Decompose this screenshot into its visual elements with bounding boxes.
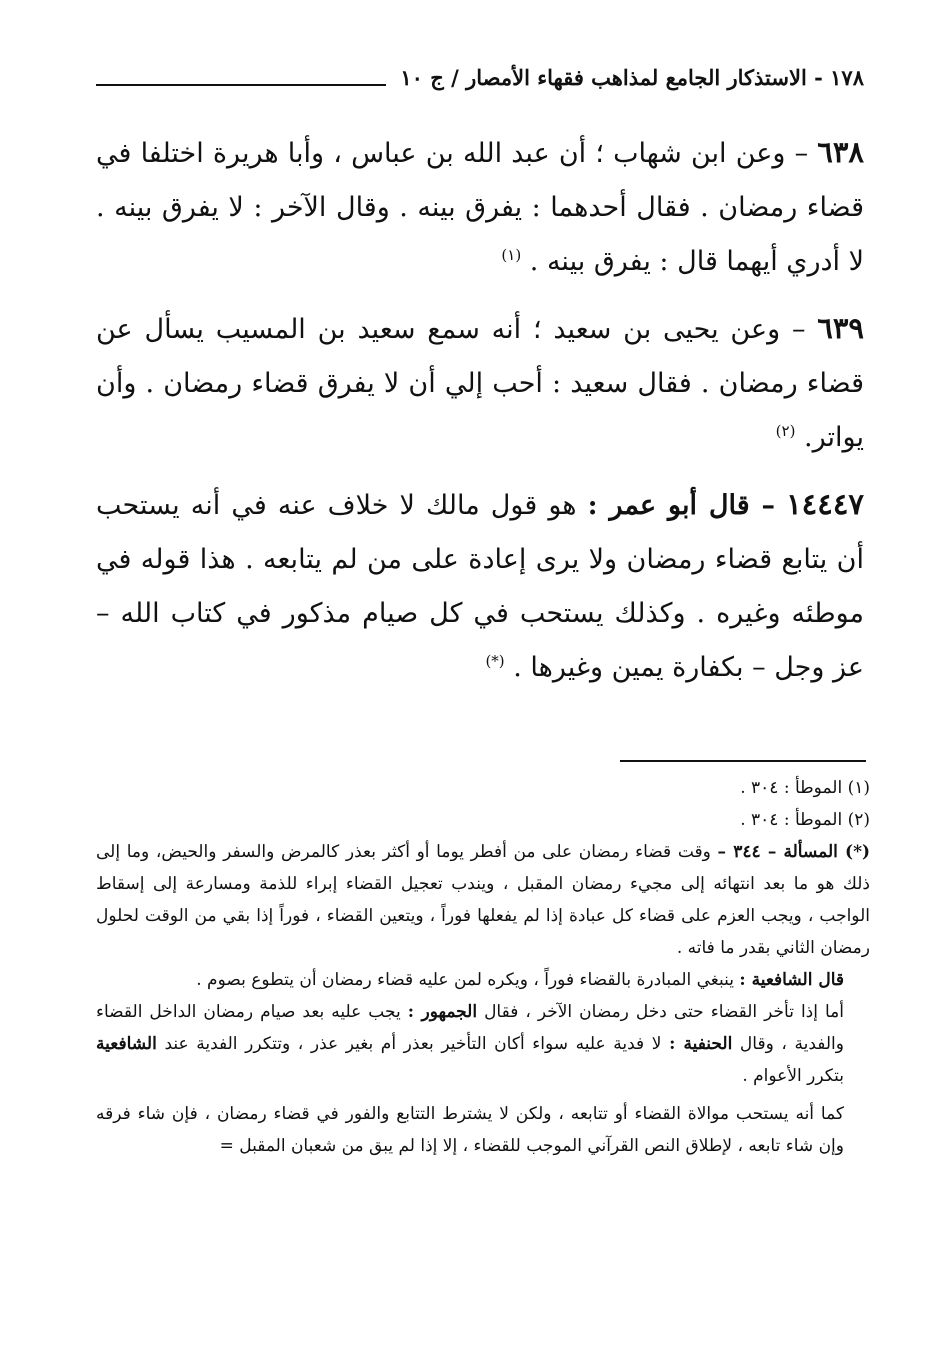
paragraph-number: ٦٣٨ <box>817 135 864 169</box>
note-shafii <box>96 964 844 996</box>
shafii-label: قال الشافعية : <box>739 970 844 990</box>
main-text <box>96 125 864 695</box>
hadith-639 <box>96 301 864 465</box>
jumhur-label: الجمهور : <box>407 1002 478 1022</box>
footnote-marker[interactable]: (٢) <box>775 422 796 440</box>
hadith-638 <box>96 125 864 289</box>
footnote-separator <box>620 760 866 762</box>
paragraph-text: – وعن ابن شهاب ؛ أن عبد الله بن عباس ، وأبا هريرة اختلفا في قضاء رمضان . فقال أحدهما : يفرق بينه . وقال الآخر : لا يفرق بينه . لا أدري أيهما قال : يفرق بينه . <box>96 138 864 277</box>
hanafi-label: الحنفية : <box>669 1034 733 1054</box>
paragraph-lead: – قال أبو عمر : <box>587 490 776 521</box>
running-header <box>96 58 864 92</box>
paragraph-text: هو قول مالك لا خلاف عنه في أنه يستحب أن يتابع قضاء رمضان ولا يرى إعادة على من لم يتابعه . هذا قوله في موطئه وغيره . وكذلك يستحب في كل صيام مذكور في كتاب الله – عز وجل – بكفارة يمين وغيرها . <box>96 490 864 683</box>
shafii-label-2: الشافعية <box>96 1034 157 1054</box>
paragraph-number: ٦٣٩ <box>817 311 864 345</box>
paragraph-number: ١٤٤٤٧ <box>786 487 864 521</box>
footnote-2: (٢) الموطأ : ٣٠٤ . <box>740 810 870 830</box>
note-last: كما أنه يستحب موالاة القضاء أو تتابعه ، ولكن لا يشترط التتابع والفور في قضاء رمضان ، فإن شاء فرقه وإن شاء تابعه ، لإطلاق النص القرآني الموجب للقضاء ، إلا إذا لم يبق من شعبان المقبل = <box>96 1104 844 1156</box>
shafii-text: ينبغي المبادرة بالقضاء فوراً ، ويكره لمن عليه قضاء رمضان أن يتطوع بصوم . <box>196 970 734 990</box>
delay-text-c: لا فدية عليه سواء أكان التأخير بعذر أم بغير عذر ، وتتكرر الفدية عند <box>164 1034 662 1054</box>
delay-text-d: بتكرر الأعوام . <box>742 1066 844 1086</box>
note-text: وقت قضاء رمضان على من أفطر يوما أو أكثر بعذر كالمرض والسفر والحيض، وما إلى ذلك هو ما بعد انتهائه إلى مجيء رمضان المقبل ، ويندب تعجيل القضاء إبراء للذمة ومسارعة إلى إسقاط الواجب ، ويجب العزم على قضاء كل عبادة إذا لم يفعلها فوراً ، ويتعين القضاء ، فوراً إذا بقي من الوقت لحلول رمضان الثاني بقدر ما فاته . <box>96 842 870 958</box>
delay-text-b: يجب عليه بعد صيام رمضان الداخل القضاء والفدية ، وقال <box>96 1002 844 1054</box>
header-title: ١٧٨ - الاستذكار الجامع لمذاهب فقهاء الأمصار / ج ١٠ <box>400 65 864 90</box>
footnote-star <box>96 836 870 964</box>
delay-text-a: أما إذا تأخر القضاء حتى دخل رمضان الآخر ، فقال <box>484 1002 844 1022</box>
note-label: (*) المسألة – ٣٤٤ – <box>717 842 871 862</box>
footnote-marker[interactable]: (*) <box>485 652 505 670</box>
header-rule <box>96 84 386 86</box>
footnote-marker[interactable]: (١) <box>501 246 522 264</box>
note-delay <box>96 996 844 1092</box>
footnote-1: (١) الموطأ : ٣٠٤ . <box>740 778 870 798</box>
footnotes <box>96 772 870 1162</box>
commentary-14447 <box>96 477 864 695</box>
paragraph-text: – وعن يحيى بن سعيد ؛ أنه سمع سعيد بن المسيب يسأل عن قضاء رمضان . فقال سعيد : أحب إلي أن لا يفرق قضاء رمضان . وأن يواتر. <box>96 314 864 453</box>
